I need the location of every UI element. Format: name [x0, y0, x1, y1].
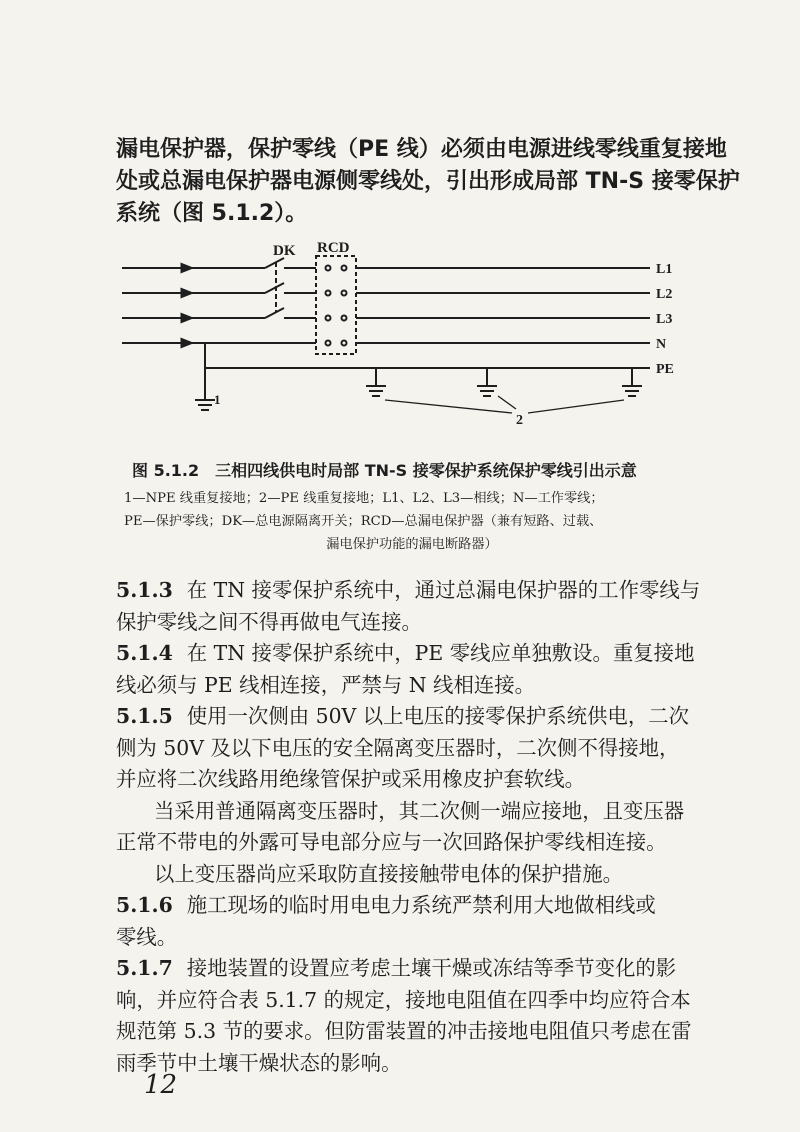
dk-isolating-switch [265, 258, 316, 318]
clause-text: 响，并应符合表 5.1.7 的规定，接地电阻值在四季中均应符合本 [116, 987, 691, 1012]
paragraph-text: 正常不带电的外露可导电部分应与一次回路保护零线相连接。 [116, 830, 667, 854]
ground-symbol-npe [195, 368, 215, 410]
clause-number: 5.1.6 [116, 893, 173, 917]
ground-leader-lines [385, 396, 624, 413]
paragraph-text: 当采用普通隔离变压器时，其二次侧一端应接地，且变压器 [154, 798, 685, 823]
figure-note-line: PE—保护零线；DK—总电源隔离开关；RCD—总漏电保护器（兼有短路、过载、 [124, 514, 603, 529]
paragraph-contact-protection [116, 859, 702, 891]
label-rcd: RCD [317, 240, 350, 256]
clause-5-1-5 [116, 701, 702, 796]
label-l3: L3 [656, 312, 673, 327]
clause-text: 侧为 50V 及以下电压的安全隔离变压器时，二次侧不得接地， [116, 735, 680, 760]
label-dk: DK [273, 243, 296, 259]
clause-text: 施工现场的临时用电电力系统严禁利用大地做相线或 [186, 893, 656, 917]
label-l2: L2 [656, 287, 673, 302]
clause-text: 雨季节中土壤干燥状态的影响。 [116, 1050, 402, 1075]
clause-text: 使用一次侧由 50V 以上电压的接零保护系统供电，二次 [186, 704, 689, 728]
figure-caption: 图 5.1.2 三相四线供电时局部 TN-S 接零保护系统保护零线引出示意 [132, 461, 637, 480]
clause-text: 在 TN 接零保护系统中，PE 零线应单独敷设。重复接地 [186, 641, 695, 665]
tn-s-wiring-diagram [0, 0, 800, 450]
page-number: 12 [144, 1070, 178, 1100]
clause-number: 5.1.5 [116, 704, 173, 728]
clause-5-1-7 [116, 953, 702, 1079]
clause-number: 5.1.4 [116, 641, 173, 665]
paragraph-ordinary-transformer [116, 796, 702, 859]
clause-text: 规范第 5.3 节的要求。但防雷装置的冲击接地电阻值只考虑在雷 [116, 1019, 692, 1043]
clause-text: 线必须与 PE 线相连接，严禁与 N 线相连接。 [116, 672, 536, 697]
label-l1: L1 [656, 262, 673, 277]
intro-line: 系统（图 5.1.2）。 [116, 201, 308, 226]
clause-5-1-3 [116, 575, 702, 638]
ground-symbol-pe-1 [366, 368, 386, 396]
intro-line: 漏电保护器，保护零线（PE 线）必须由电源进线零线重复接地 [116, 137, 727, 162]
label-n: N [656, 337, 667, 352]
figure-note-line: 1—NPE 线重复接地；2—PE 线重复接地；L1、L2、L3—相线；N—工作零线； [124, 491, 604, 506]
clause-5-1-6 [116, 890, 702, 953]
figure-notes [124, 487, 700, 556]
clause-number: 5.1.3 [116, 578, 173, 602]
rcd-breaker [316, 256, 356, 354]
clause-text: 零线。 [116, 924, 178, 949]
clause-text: 并应将二次线路用绝缘管保护或采用橡皮护套软线。 [116, 767, 585, 791]
clause-text: 保护零线之间不得再做电气连接。 [116, 609, 422, 634]
clause-number: 5.1.7 [116, 956, 173, 980]
ground-symbol-pe-3 [622, 368, 642, 396]
figure-note-line: 漏电保护功能的漏电断路器） [326, 537, 498, 552]
clauses-body [116, 575, 702, 1079]
label-ground-2: 2 [516, 413, 523, 428]
clause-text: 在 TN 接零保护系统中，通过总漏电保护器的工作零线与 [186, 578, 701, 602]
paragraph-text: 以上变压器尚应采取防直接接触带电体的保护措施。 [154, 861, 623, 886]
label-pe: PE [656, 362, 674, 377]
ground-symbol-pe-2 [477, 368, 497, 396]
clause-5-1-4 [116, 638, 702, 701]
intro-line: 处或总漏电保护器电源侧零线处，引出形成局部 TN-S 接零保护 [116, 169, 740, 194]
clause-text: 接地装置的设置应考虑土壤干燥或冻结等季节变化的影 [186, 956, 677, 980]
label-ground-1: 1 [214, 392, 221, 407]
